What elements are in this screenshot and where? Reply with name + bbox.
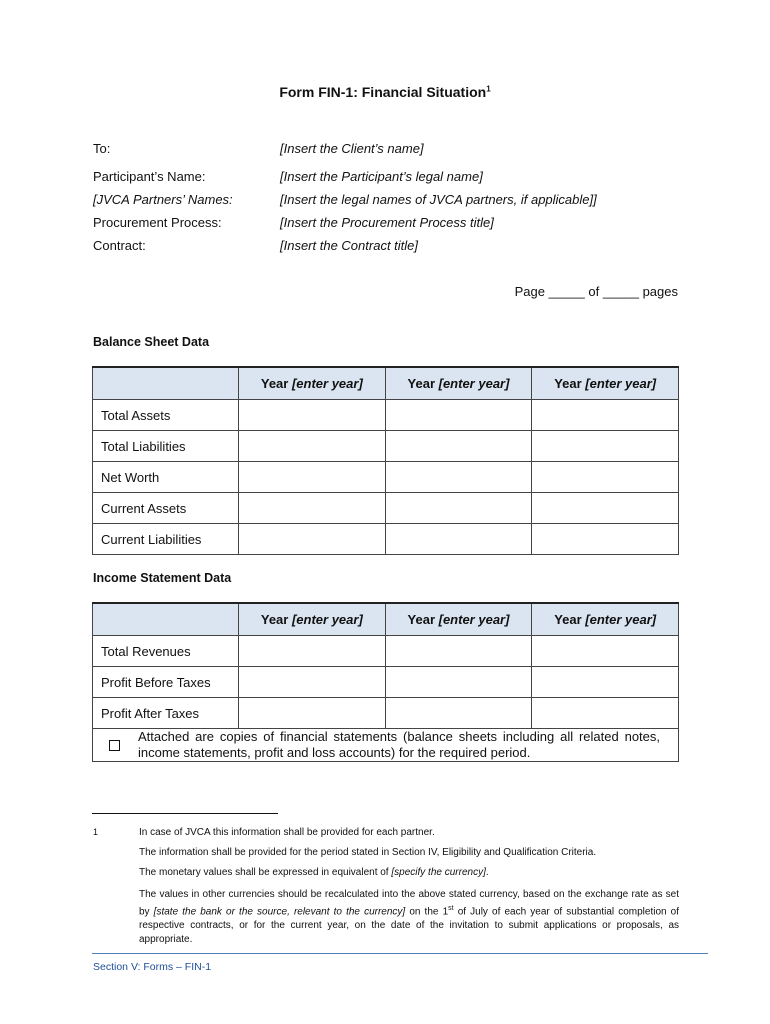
value-cell[interactable] bbox=[532, 493, 679, 524]
form-title bbox=[0, 84, 770, 100]
value-cell[interactable] bbox=[239, 462, 386, 493]
row-label: Profit After Taxes bbox=[93, 698, 239, 729]
income-statement-table bbox=[92, 602, 679, 762]
value-cell[interactable] bbox=[532, 400, 679, 431]
attachment-checkbox[interactable] bbox=[109, 740, 120, 751]
attachment-text: Attached are copies of financial statements (balance sheets including all related notes, income statements, profit and loss accounts) for the required period. bbox=[138, 729, 660, 760]
year-header[interactable]: Year [enter year] bbox=[385, 603, 532, 636]
value-cell[interactable] bbox=[532, 524, 679, 555]
footnote-paragraph-4: The values in other currencies should be recalculated into the above stated currency, based on the exchange rate as set by [state the bank or the source, relevant to the currency] on the 1st of July of each year of substantial completion of respective contracts, or for the current year, on the date of the invitation to submit applications or proposals, as appropriate. bbox=[139, 889, 680, 946]
value-cell[interactable] bbox=[239, 636, 386, 667]
footnote-paragraph-3: The monetary values shall be expressed in equivalent of [specify the currency]. bbox=[139, 867, 489, 878]
income-statement-header-row bbox=[93, 603, 679, 636]
row-label: Total Liabilities bbox=[93, 431, 239, 462]
value-cell[interactable] bbox=[239, 431, 386, 462]
table-row bbox=[93, 493, 679, 524]
value-cell[interactable] bbox=[385, 400, 532, 431]
balance-sheet-table bbox=[92, 366, 679, 555]
value-cell[interactable] bbox=[532, 462, 679, 493]
contract-value[interactable]: [Insert the Contract title] bbox=[280, 238, 419, 253]
procurement-process-value[interactable]: [Insert the Procurement Process title] bbox=[280, 215, 494, 230]
to-value[interactable]: [Insert the Client’s name] bbox=[280, 141, 424, 156]
footnote-number: 1 bbox=[93, 827, 99, 837]
table-row bbox=[93, 524, 679, 555]
value-cell[interactable] bbox=[385, 462, 532, 493]
table-row bbox=[93, 667, 679, 698]
title-footnote-ref: 1 bbox=[486, 84, 491, 94]
to-label: To: bbox=[93, 141, 111, 156]
value-cell[interactable] bbox=[532, 698, 679, 729]
table-row bbox=[93, 431, 679, 462]
value-cell[interactable] bbox=[239, 667, 386, 698]
balance-sheet-heading: Balance Sheet Data bbox=[93, 335, 210, 349]
value-cell[interactable] bbox=[385, 524, 532, 555]
value-cell[interactable] bbox=[385, 667, 532, 698]
procurement-process-label: Procurement Process: bbox=[93, 215, 222, 230]
contract-label: Contract: bbox=[93, 238, 146, 253]
table-row bbox=[93, 462, 679, 493]
table-row bbox=[93, 400, 679, 431]
footnote-paragraph-1: In case of JVCA this information shall be provided for each partner. bbox=[139, 827, 435, 838]
value-cell[interactable] bbox=[385, 431, 532, 462]
footnote-paragraph-2: The information shall be provided for the period stated in Section IV, Eligibility and Qualification Criteria. bbox=[139, 847, 597, 858]
row-label: Current Liabilities bbox=[93, 524, 239, 555]
value-cell[interactable] bbox=[532, 431, 679, 462]
page-footer: Section V: Forms – FIN-1 bbox=[93, 961, 212, 973]
header-blank-cell bbox=[93, 367, 239, 400]
form-title-text: Form FIN-1: Financial Situation bbox=[279, 84, 487, 100]
page-count-line[interactable]: Page _____ of _____ pages bbox=[514, 284, 678, 299]
row-label: Total Assets bbox=[93, 400, 239, 431]
year-header[interactable]: Year [enter year] bbox=[532, 603, 679, 636]
year-header[interactable]: Year [enter year] bbox=[385, 367, 532, 400]
value-cell[interactable] bbox=[239, 493, 386, 524]
row-label: Total Revenues bbox=[93, 636, 239, 667]
table-row bbox=[93, 698, 679, 729]
year-header[interactable]: Year [enter year] bbox=[239, 603, 386, 636]
row-label: Current Assets bbox=[93, 493, 239, 524]
row-label: Net Worth bbox=[93, 462, 239, 493]
footnote-separator bbox=[92, 813, 278, 814]
participant-name-value[interactable]: [Insert the Participant’s legal name] bbox=[280, 169, 483, 184]
balance-sheet-header-row bbox=[93, 367, 679, 400]
header-blank-cell bbox=[93, 603, 239, 636]
value-cell[interactable] bbox=[239, 524, 386, 555]
value-cell[interactable] bbox=[385, 493, 532, 524]
value-cell[interactable] bbox=[239, 400, 386, 431]
value-cell[interactable] bbox=[532, 667, 679, 698]
row-label: Profit Before Taxes bbox=[93, 667, 239, 698]
year-header[interactable]: Year [enter year] bbox=[239, 367, 386, 400]
value-cell[interactable] bbox=[239, 698, 386, 729]
attachment-row bbox=[93, 729, 679, 762]
value-cell[interactable] bbox=[385, 698, 532, 729]
value-cell[interactable] bbox=[532, 636, 679, 667]
income-statement-heading: Income Statement Data bbox=[93, 571, 232, 585]
jvca-partners-value[interactable]: [Insert the legal names of JVCA partners, if applicable]] bbox=[280, 192, 597, 207]
year-header[interactable]: Year [enter year] bbox=[532, 367, 679, 400]
jvca-partners-label: [JVCA Partners’ Names: bbox=[93, 192, 233, 207]
table-row bbox=[93, 636, 679, 667]
participant-name-label: Participant’s Name: bbox=[93, 169, 206, 184]
value-cell[interactable] bbox=[385, 636, 532, 667]
footer-rule bbox=[92, 953, 708, 954]
